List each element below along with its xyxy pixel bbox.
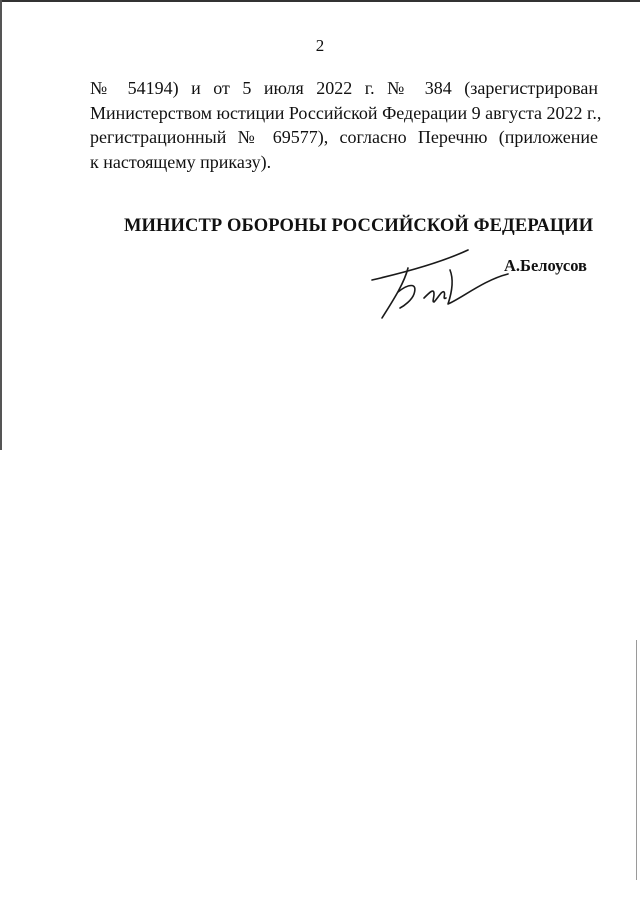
body-line: к настоящему приказу). — [90, 151, 272, 172]
page-number: 2 — [315, 36, 325, 55]
page-right-edge — [636, 640, 637, 880]
body-line: Министерством юстиции Российской Федерации 9 августа 2022 г., — [90, 102, 602, 123]
page-left-edge — [0, 0, 2, 450]
body-line: регистрационный № 69577), согласно Перечню (приложение — [90, 127, 598, 147]
handwritten-signature — [368, 246, 518, 322]
body-line: № 54194) и от 5 июля 2022 г. № 384 (зарегистрирован — [90, 78, 598, 98]
signatory-title: МИНИСТР ОБОРОНЫ РОССИЙСКОЙ ФЕДЕРАЦИИ — [124, 216, 594, 236]
signatory-name: А.Белоусов — [504, 256, 587, 275]
page-top-edge — [0, 0, 640, 2]
body-paragraph — [90, 76, 602, 174]
